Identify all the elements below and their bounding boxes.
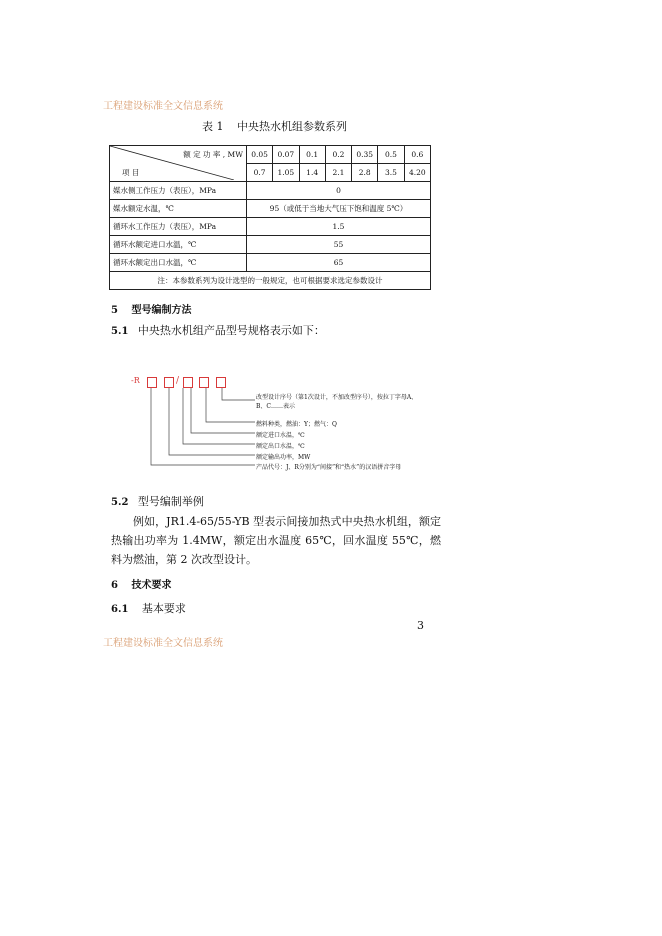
label-product-code: 产品代号：J、R分别为“间接”和“热水”的汉语拼音字母 bbox=[256, 464, 402, 471]
subsection-number: 5.1 bbox=[111, 326, 129, 337]
label-power: 额定输出功率，MW bbox=[256, 454, 311, 461]
power-cell: 2.8 bbox=[352, 164, 378, 182]
row-value: 1.5 bbox=[246, 218, 430, 236]
table-caption bbox=[202, 118, 347, 134]
table-note: 注：本参数系列为设计选型的一般规定，也可根据要求选定参数设计 bbox=[110, 272, 431, 290]
label-revision: 改型设计序号（第1次设计，不加改型序号），按拉丁字母A、B、C……表示 bbox=[256, 394, 418, 410]
table-row bbox=[110, 200, 431, 218]
row-label: 媒水侧工作压力（表压），MPa bbox=[110, 182, 247, 200]
power-cell: 1.05 bbox=[273, 164, 299, 182]
power-cell: 0.7 bbox=[246, 164, 272, 182]
row-label: 循环水额定进口水温，℃ bbox=[110, 236, 247, 254]
subsection-title: 型号编制举例 bbox=[137, 495, 204, 508]
page-number: 3 bbox=[417, 619, 424, 632]
row-value: 0 bbox=[246, 182, 430, 200]
power-cell: 0.2 bbox=[325, 146, 351, 164]
power-cell: 4.20 bbox=[404, 164, 430, 182]
model-slash: / bbox=[176, 376, 180, 386]
power-cell: 0.35 bbox=[352, 146, 378, 164]
watermark-bottom: 工程建设标准全文信息系统 bbox=[103, 638, 223, 649]
power-cell: 0.07 bbox=[273, 146, 299, 164]
section-title: 型号编制方法 bbox=[131, 305, 192, 316]
table-row bbox=[110, 272, 431, 290]
table-header-diagonal-cell bbox=[110, 146, 247, 182]
table-row bbox=[110, 218, 431, 236]
row-value: 55 bbox=[246, 236, 430, 254]
row-label: 循环水额定出口水温，℃ bbox=[110, 254, 247, 272]
power-cell: 0.05 bbox=[246, 146, 272, 164]
table-row bbox=[110, 254, 431, 272]
row-label: 循环水工作压力（表压），MPa bbox=[110, 218, 247, 236]
label-outlet-temp: 额定出口水温，℃ bbox=[256, 443, 305, 450]
subsection-number: 5.2 bbox=[111, 497, 129, 508]
table-row bbox=[110, 146, 431, 164]
diagram-leader-lines bbox=[125, 386, 260, 471]
example-paragraph: 例如，JR1.4-65/55-YB 型表示间接加热式中央热水机组，额定热输出功率为 1.4MW，额定出水温度 65℃，回水温度 55℃，燃料为燃油，第 2 次改型设计。 bbox=[111, 515, 441, 566]
power-cell: 0.5 bbox=[378, 146, 404, 164]
section-number: 6 bbox=[111, 580, 118, 591]
power-cell: 3.5 bbox=[378, 164, 404, 182]
label-inlet-temp: 额定进口水温，℃ bbox=[256, 432, 305, 439]
table-row bbox=[110, 182, 431, 200]
model-prefix: -R bbox=[131, 376, 140, 385]
label-fuel: 燃料种类，燃油：Y；燃气：Q bbox=[256, 421, 337, 428]
header-power-label: 额 定 功 率 , MW bbox=[183, 150, 243, 159]
header-item-label: 项 目 bbox=[122, 168, 140, 177]
row-value: 95（或低于当地大气压下饱和温度 5℃） bbox=[246, 200, 430, 218]
section-6-heading bbox=[111, 576, 171, 591]
table-row bbox=[110, 236, 431, 254]
row-value: 65 bbox=[246, 254, 430, 272]
subsection-6-1 bbox=[111, 600, 186, 616]
power-cell: 0.1 bbox=[299, 146, 325, 164]
power-cell: 2.1 bbox=[325, 164, 351, 182]
subsection-5-2 bbox=[111, 493, 204, 509]
section-title: 技术要求 bbox=[131, 580, 172, 591]
parameter-table bbox=[109, 145, 431, 290]
power-cell: 1.4 bbox=[299, 164, 325, 182]
subsection-text: 中央热水机组产品型号规格表示如下： bbox=[137, 324, 325, 337]
table-caption-number: 表 1 bbox=[202, 120, 224, 133]
power-cell: 0.6 bbox=[404, 146, 430, 164]
subsection-title: 基本要求 bbox=[141, 602, 186, 615]
table-caption-title: 中央热水机组参数系列 bbox=[237, 120, 347, 133]
watermark-top: 工程建设标准全文信息系统 bbox=[103, 101, 223, 112]
section-number: 5 bbox=[111, 305, 118, 316]
section-5-heading bbox=[111, 301, 191, 316]
subsection-number: 6.1 bbox=[111, 604, 129, 615]
subsection-5-1 bbox=[111, 322, 325, 338]
row-label: 媒水额定水温，℃ bbox=[110, 200, 247, 218]
